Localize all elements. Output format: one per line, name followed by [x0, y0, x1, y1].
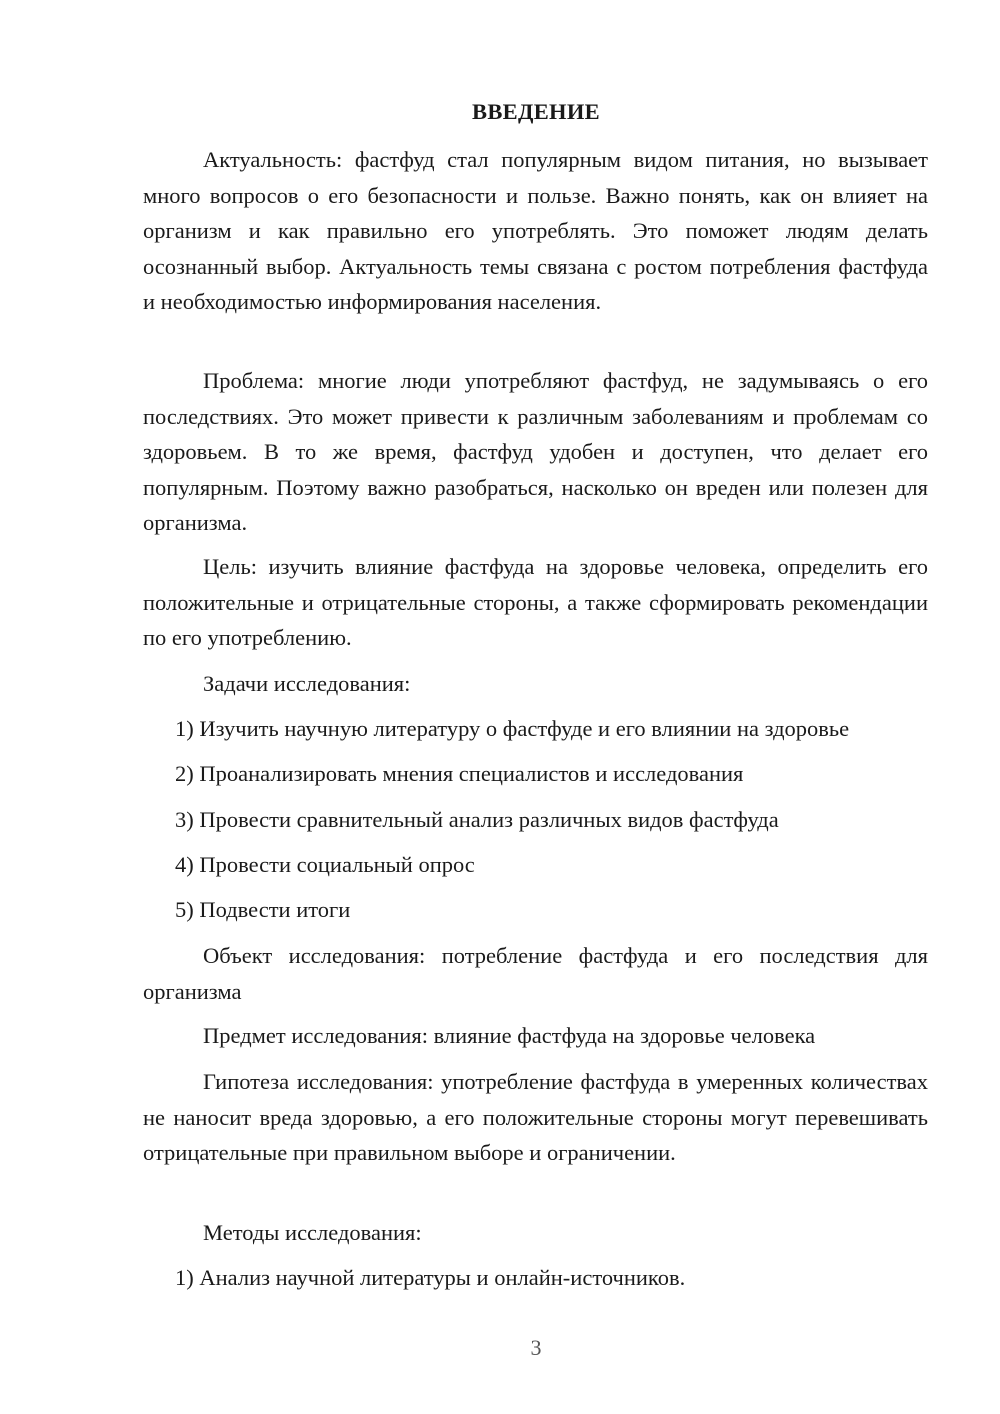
paragraph-subject: Предмет исследования: влияние фастфуда на здоровье человека: [203, 1023, 816, 1048]
paragraph-object: Объект исследования: потребление фастфуда и его последствия для организма: [143, 943, 928, 1004]
methods-heading: Методы исследования:: [203, 1220, 422, 1245]
list-item-task-4: 4) Провести социальный опрос: [175, 852, 475, 877]
list-item-task-1: 1) Изучить научную литературу о фастфуде и его влиянии на здоровье: [175, 716, 850, 741]
paragraph-problem: Проблема: многие люди употребляют фастфуд, не задумываясь о его последствиях. Это может привести к различным заболеваниям и проблемам со здоровьем. В то же время, фастфуд удобен и доступен, что делает его популярным. Поэтому важно разобраться, насколько он вреден или полезен для организма.: [143, 368, 928, 535]
paragraph-relevance: Актуальность: фастфуд стал популярным видом питания, но вызывает много вопросов о его безопасности и пользе. Важно понять, как он влияет на организм и как правильно его употреблять. Это поможет людям делать осознанный выбор. Актуальность темы связана с ростом потребления фастфуда и необходимостью информирования населения.: [143, 147, 928, 314]
list-item-task-3: 3) Провести сравнительный анализ различных видов фастфуда: [175, 807, 779, 832]
paragraph-hypothesis: Гипотеза исследования: употребление фастфуда в умеренных количествах не наносит вреда здоровью, а его положительные стороны могут перевешивать отрицательные при правильном выборе и ограничении.: [143, 1069, 928, 1165]
list-item-task-5: 5) Подвести итоги: [175, 897, 351, 922]
tasks-heading: Задачи исследования:: [203, 671, 411, 696]
list-item-method-1: 1) Анализ научной литературы и онлайн-источников.: [175, 1265, 686, 1290]
list-item-task-2: 2) Проанализировать мнения специалистов и исследования: [175, 761, 744, 786]
page-number: 3: [530, 1335, 542, 1360]
page-title: ВВЕДЕНИЕ: [472, 99, 600, 124]
paragraph-goal: Цель: изучить влияние фастфуда на здоровье человека, определить его положительные и отрицательные стороны, а также сформировать рекомендации по его употреблению.: [143, 554, 928, 650]
